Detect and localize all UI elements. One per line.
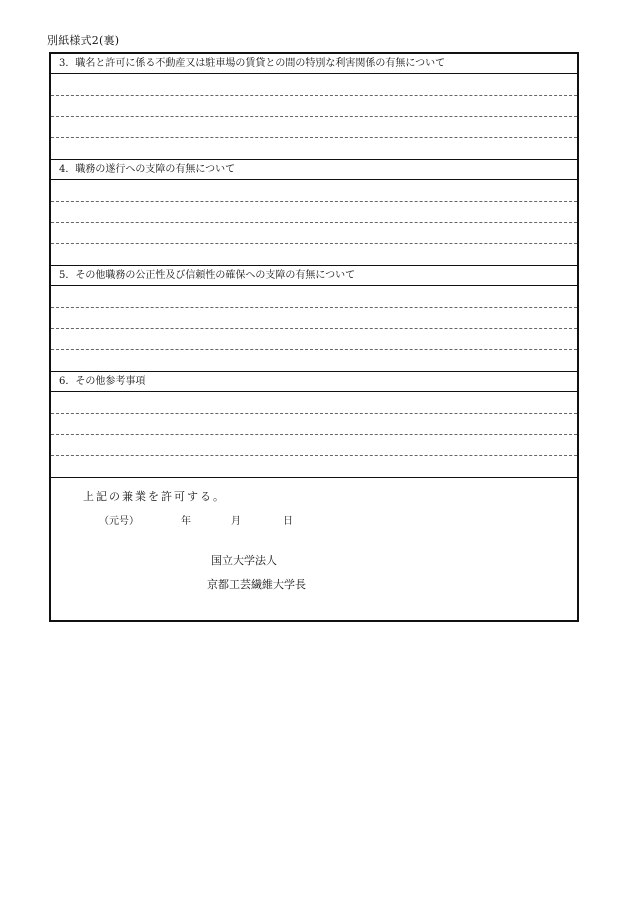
answer-line[interactable] xyxy=(51,95,577,96)
answer-line[interactable] xyxy=(51,413,577,414)
answer-line[interactable] xyxy=(51,137,577,138)
answer-line[interactable] xyxy=(51,328,577,329)
answer-line[interactable] xyxy=(51,307,577,308)
section-duty-obstruction xyxy=(51,160,577,266)
approval-section xyxy=(51,478,577,620)
answer-line[interactable] xyxy=(51,243,577,244)
month-label: 月 xyxy=(231,516,241,527)
section-heading: 6．その他参考事項 xyxy=(51,372,577,392)
answer-line[interactable] xyxy=(51,434,577,435)
approval-statement: 上記の兼業を許可する。 xyxy=(83,490,226,503)
section-heading: 4．職務の遂行への支障の有無について xyxy=(51,160,577,180)
answer-line[interactable] xyxy=(51,349,577,350)
consent-form-table xyxy=(49,52,579,622)
era-label: （元号） xyxy=(99,516,139,527)
day-label: 日 xyxy=(283,516,293,527)
organization-name: 国立大学法人 xyxy=(211,554,277,567)
answer-line[interactable] xyxy=(51,116,577,117)
section-special-interest xyxy=(51,54,577,160)
answer-line[interactable] xyxy=(51,222,577,223)
university-president: 京都工芸繊維大学長 xyxy=(207,578,306,591)
section-heading: 5．その他職務の公正性及び信頼性の確保への支障の有無について xyxy=(51,266,577,286)
answer-line[interactable] xyxy=(51,201,577,202)
section-other-reference xyxy=(51,372,577,478)
year-label: 年 xyxy=(181,516,191,527)
section-fairness-trust xyxy=(51,266,577,372)
form-identifier: 別紙様式2(裏) xyxy=(47,34,120,47)
section-heading: 3．職名と許可に係る不動産又は駐車場の賃貸との間の特別な利害関係の有無について xyxy=(51,54,577,74)
answer-line[interactable] xyxy=(51,455,577,456)
